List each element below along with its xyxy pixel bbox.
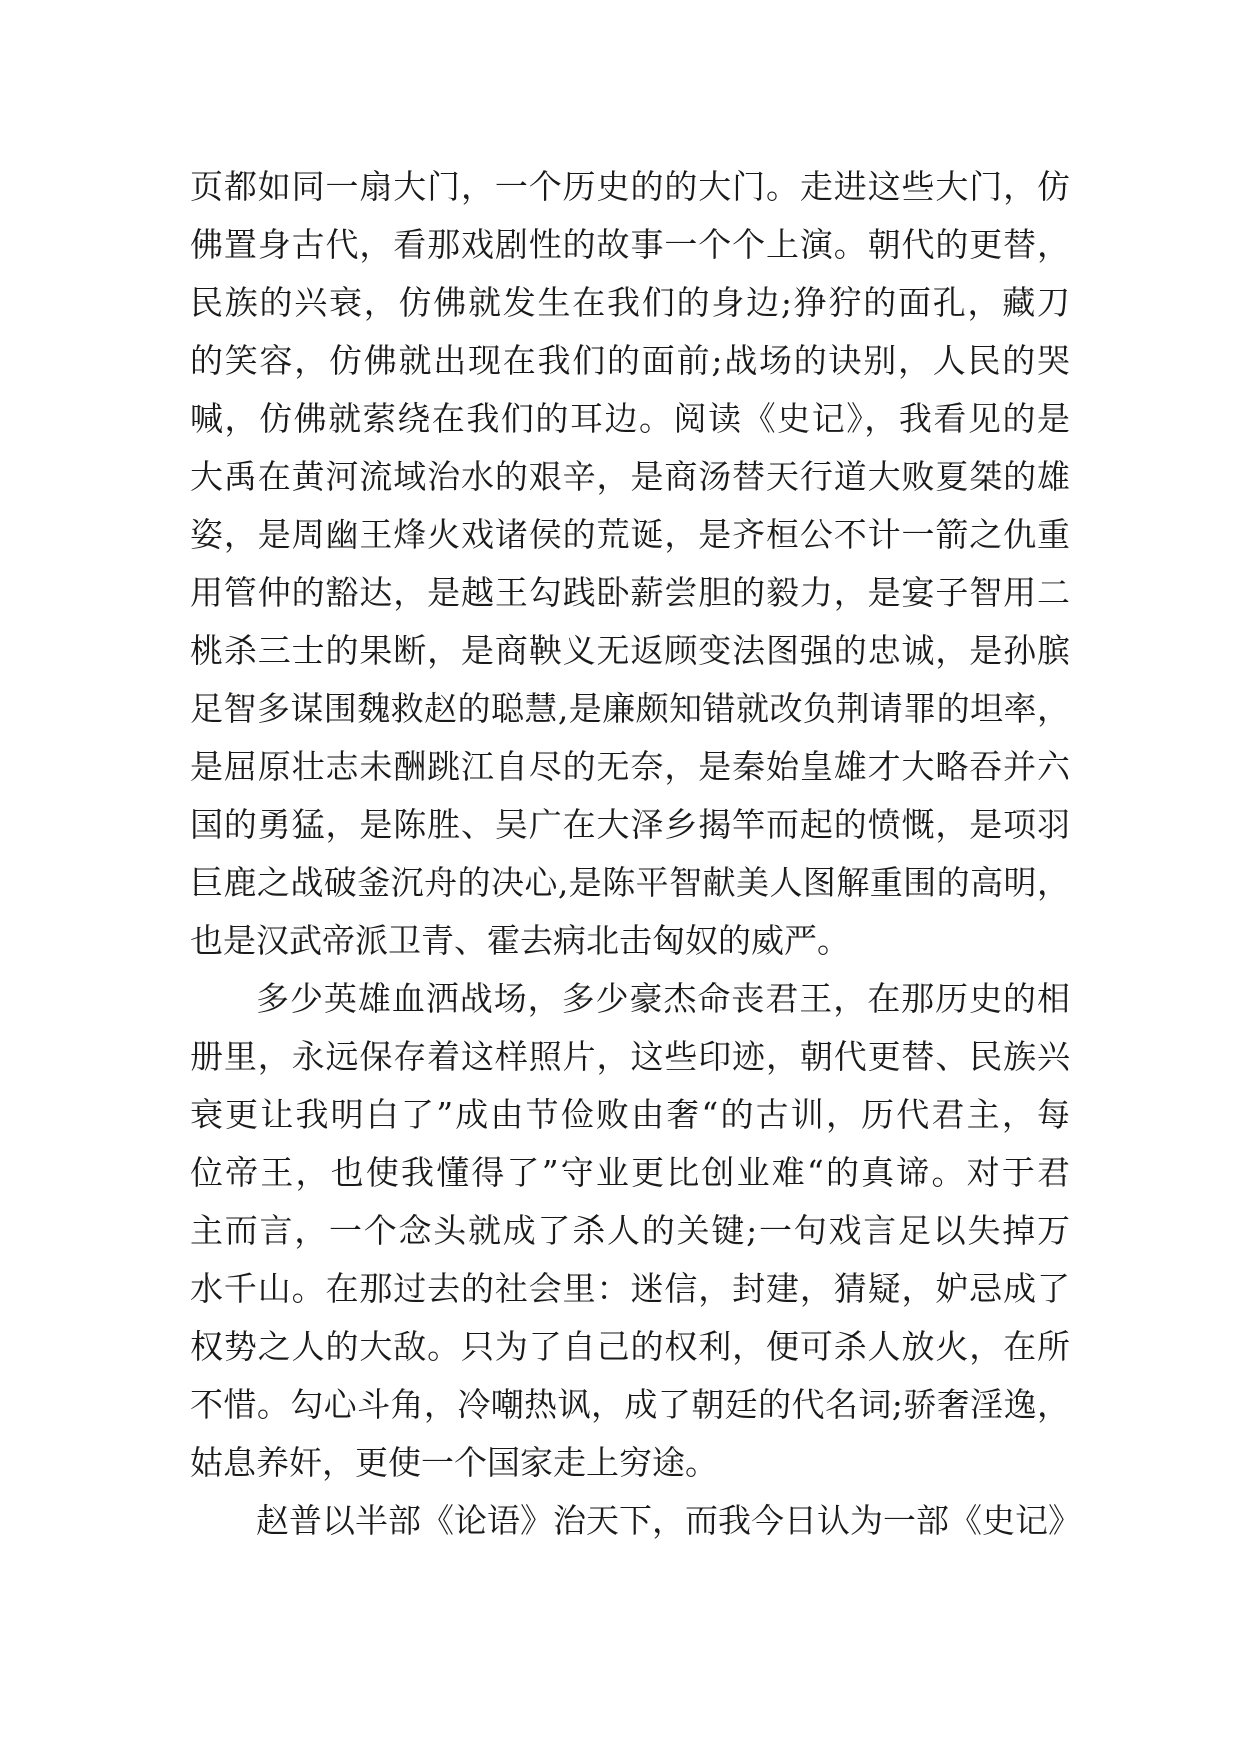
text-line: 姑息养奸，更使一个国家走上穷途。 xyxy=(190,1443,718,1482)
text-line: 页都如同一扇大门，一个历史的的大门。走进这些大门，仿 xyxy=(190,167,1070,206)
text-line: 位帝王，也使我懂得了”守业更比创业难“的真谛。对于君 xyxy=(190,1153,1070,1192)
text-line: 足智多谋围魏救赵的聪慧,是廉颇知错就改负荆请罪的坦率， xyxy=(190,689,1070,728)
text-line: 巨鹿之战破釜沉舟的决心,是陈平智献美人图解重围的高明， xyxy=(190,863,1070,902)
text-line: 主而言，一个念头就成了杀人的关键;一句戏言足以失掉万 xyxy=(190,1211,1070,1250)
text-line: 是屈原壮志未酬跳江自尽的无奈，是秦始皇雄才大略吞并六 xyxy=(190,747,1070,786)
text-line: 桃杀三士的果断，是商鞅义无返顾变法图强的忠诚，是孙膑 xyxy=(190,631,1070,670)
text-line: 民族的兴衰，仿佛就发生在我们的身边;狰狞的面孔，藏刀 xyxy=(190,283,1070,322)
text-line: 喊，仿佛就萦绕在我们的耳边。阅读《史记》，我看见的是 xyxy=(190,399,1070,438)
paragraph-first-line: 赵普以半部《论语》治天下，而我今日认为一部《史记》 xyxy=(256,1501,1081,1540)
body-text xyxy=(190,158,1081,1550)
text-line: 不惜。勾心斗角，冷嘲热讽，成了朝廷的代名词;骄奢淫逸， xyxy=(190,1385,1070,1424)
text-line: 水千山。在那过去的社会里：迷信，封建，猜疑，妒忌成了 xyxy=(190,1269,1070,1308)
text-line: 权势之人的大敌。只为了自己的权利，便可杀人放火，在所 xyxy=(190,1327,1070,1366)
paragraph-first-line: 多少英雄血洒战场，多少豪杰命丧君王，在那历史的相 xyxy=(256,979,1070,1018)
text-line: 姿，是周幽王烽火戏诸侯的荒诞，是齐桓公不计一箭之仇重 xyxy=(190,515,1070,554)
text-line: 大禹在黄河流域治水的艰辛，是商汤替天行道大败夏桀的雄 xyxy=(190,457,1070,496)
text-line: 也是汉武帝派卫青、霍去病北击匈奴的威严。 xyxy=(190,921,850,960)
text-line: 国的勇猛，是陈胜、吴广在大泽乡揭竿而起的愤慨，是项羽 xyxy=(190,805,1070,844)
text-line: 册里，永远保存着这样照片，这些印迹，朝代更替、民族兴 xyxy=(190,1037,1070,1076)
text-line: 用管仲的豁达，是越王勾践卧薪尝胆的毅力，是宴子智用二 xyxy=(190,573,1070,612)
text-line: 的笑容，仿佛就出现在我们的面前;战场的诀别，人民的哭 xyxy=(190,341,1070,380)
text-line: 衰更让我明白了”成由节俭败由奢“的古训，历代君主，每 xyxy=(190,1095,1070,1134)
text-line: 佛置身古代，看那戏剧性的故事一个个上演。朝代的更替， xyxy=(190,225,1070,264)
